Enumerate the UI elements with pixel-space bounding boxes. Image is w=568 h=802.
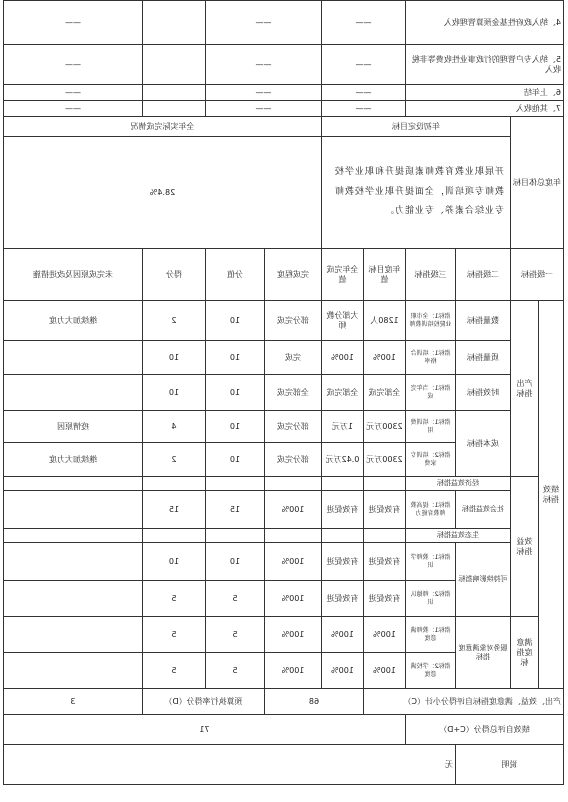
indicator-row: [3, 341, 563, 375]
score-value: 15: [142, 491, 205, 529]
funding-value: [142, 45, 205, 85]
cost-label: 成本指标: [456, 411, 511, 477]
target-header: 年度目标值: [363, 249, 405, 301]
score-value: 2: [142, 443, 205, 477]
score-value: 5: [142, 581, 205, 617]
weight-value: [205, 477, 264, 491]
target-value: 2300万元: [363, 411, 405, 443]
subtotal-label: 产出、效益、满意度指标自评得分小计（C）: [363, 689, 563, 715]
score-value: 10: [142, 543, 205, 581]
actual-value: 100%: [321, 341, 363, 375]
economic-label: 经济效益指标: [405, 477, 510, 491]
indicator-row: [3, 301, 563, 341]
funding-label: 5、纳入专户管理的行政事业性收费等非税收入: [405, 45, 563, 85]
funding-value: [142, 85, 205, 101]
target-value: 2300万元: [363, 443, 405, 477]
social-label: 社会效益指标: [456, 491, 511, 529]
actual-goal-text: 28.4%: [3, 137, 321, 249]
note-value: 无: [3, 745, 455, 785]
reason-value: [3, 543, 142, 581]
funding-value: ——: [3, 85, 142, 101]
level3-indicator: 指标2：师德认识: [405, 581, 455, 617]
satisfaction-group-label: 满意度指标: [511, 617, 539, 689]
weight-value: [205, 529, 264, 543]
funding-value: ——: [321, 45, 405, 85]
subtotal-value: 68: [264, 689, 363, 715]
indicator-row: [3, 411, 563, 443]
score-value: 2: [142, 301, 205, 341]
target-value: 全部完成: [363, 375, 405, 411]
funding-row: [3, 101, 563, 117]
actual-header: 全年完成值: [321, 249, 363, 301]
actual-value: 有效促进: [321, 543, 363, 581]
completion-value: 100%: [264, 491, 321, 529]
weight-value: 10: [205, 543, 264, 581]
target-value: 100%: [363, 617, 405, 653]
completion-value: 部分完成: [264, 301, 321, 341]
completion-value: 部分完成: [264, 443, 321, 477]
weight-value: 10: [205, 411, 264, 443]
level3-indicator: 指标1：全市职业院校培训教师: [405, 301, 455, 341]
subtotal-row: [3, 689, 563, 715]
actual-goal-header: 全年实际完成情况: [3, 117, 321, 137]
budget-score-label: 预算执行率得分（D）: [142, 689, 264, 715]
score-value: 10: [142, 375, 205, 411]
actual-value: 有效促进: [321, 581, 363, 617]
completion-value: 100%: [264, 581, 321, 617]
performance-group-label: 绩效指标: [539, 301, 564, 689]
reason-value: [3, 477, 142, 491]
initial-goal-header: 年初设定目标: [321, 117, 510, 137]
funding-value: ——: [205, 45, 321, 85]
level2-header: 二级指标: [456, 249, 511, 301]
completion-value: 全部完成: [264, 375, 321, 411]
target-value: [363, 477, 405, 491]
total-row: [3, 715, 563, 745]
completion-value: 100%: [264, 653, 321, 689]
funding-value: [142, 1, 205, 45]
reason-value: 继续加大力度: [3, 301, 142, 341]
funding-value: [142, 101, 205, 117]
score-value: 5: [142, 617, 205, 653]
funding-value: ——: [321, 1, 405, 45]
level3-indicator: 指标1：教师满意度: [405, 617, 455, 653]
reason-value: [3, 617, 142, 653]
completion-value: 部分完成: [264, 411, 321, 443]
indicator-row: [3, 543, 563, 581]
level3-indicator: 指标2：学校满意度: [405, 653, 455, 689]
weight-value: 10: [205, 375, 264, 411]
target-value: 有效促进: [363, 491, 405, 529]
weight-header: 分值: [205, 249, 264, 301]
actual-value: [321, 529, 363, 543]
level3-indicator: 指标1：教师学识: [405, 543, 455, 581]
actual-value: 全部完成: [321, 375, 363, 411]
target-value: 100%: [363, 653, 405, 689]
score-value: [142, 529, 205, 543]
funding-value: ——: [205, 85, 321, 101]
goals-content-row: [3, 137, 563, 249]
indicator-row: [3, 617, 563, 653]
initial-goal-text: 开展职业教育教师素质提升和职业学校教师专项培训，全面提升职业学校教师专业综合素养、专业能力。: [321, 137, 510, 249]
reason-value: [3, 491, 142, 529]
weight-value: 5: [205, 581, 264, 617]
indicator-row: [3, 375, 563, 411]
actual-value: [321, 477, 363, 491]
funding-row: [3, 45, 563, 85]
funding-value: ——: [321, 85, 405, 101]
indicator-row: [3, 529, 563, 543]
weight-value: 5: [205, 617, 264, 653]
funding-row: [3, 85, 563, 101]
score-value: 5: [142, 653, 205, 689]
level3-indicator: 指标2：培训专家费: [405, 443, 455, 477]
output-group-label: 产出指标: [511, 301, 539, 477]
funding-value: ——: [205, 1, 321, 45]
reason-value: [3, 341, 142, 375]
target-value: 100%: [363, 341, 405, 375]
timeliness-label: 时效指标: [456, 375, 511, 411]
funding-value: ——: [205, 101, 321, 117]
score-header: 得分: [142, 249, 205, 301]
reason-value: [3, 581, 142, 617]
level3-indicator: 指标1：培训费用: [405, 411, 455, 443]
sustain-label: 可持续影响指标: [456, 543, 511, 617]
total-label: 绩效自评总得分（C+D）: [405, 715, 563, 745]
benefit-group-label: 效益指标: [511, 477, 539, 617]
target-value: 有效促进: [363, 543, 405, 581]
actual-value: 1万元: [321, 411, 363, 443]
actual-value: 0.42万元: [321, 443, 363, 477]
score-value: 4: [142, 411, 205, 443]
reason-header: 未完成原因及改进措施: [3, 249, 142, 301]
target-value: 有效促进: [363, 581, 405, 617]
completion-value: [264, 529, 321, 543]
completion-value: 完成: [264, 341, 321, 375]
completion-value: [264, 477, 321, 491]
funding-value: ——: [321, 101, 405, 117]
weight-value: 15: [205, 491, 264, 529]
completion-value: 100%: [264, 543, 321, 581]
funding-row: [3, 1, 563, 45]
reason-value: [3, 375, 142, 411]
performance-table: [3, 0, 564, 785]
indicator-header-row: [3, 249, 563, 301]
funding-label: 4、纳入政府性基金预算管理收入: [405, 1, 563, 45]
level3-indicator: 指标1：提高教师教育能力: [405, 491, 455, 529]
reason-value: [3, 529, 142, 543]
weight-value: 10: [205, 341, 264, 375]
actual-value: 有效促进: [321, 491, 363, 529]
completion-value: 100%: [264, 617, 321, 653]
note-label: 说明: [456, 745, 564, 785]
quantity-label: 数量指标: [456, 301, 511, 341]
target-value: 1280人: [363, 301, 405, 341]
note-row: [3, 745, 563, 785]
indicator-row: [3, 477, 563, 491]
weight-value: 10: [205, 443, 264, 477]
eco-label: 生态效益指标: [405, 529, 510, 543]
reason-value: 疫情原因: [3, 411, 142, 443]
score-value: [142, 477, 205, 491]
funding-value: ——: [3, 1, 142, 45]
reason-value: 继续加大力度: [3, 443, 142, 477]
budget-score-value: 3: [3, 689, 142, 715]
goals-row-label: 年度总体目标: [511, 117, 564, 249]
funding-label: 6、上年结: [405, 85, 563, 101]
reason-value: [3, 653, 142, 689]
level3-indicator: 指标1：培训合格率: [405, 341, 455, 375]
actual-value: 100%: [321, 653, 363, 689]
goals-header-row: [3, 117, 563, 137]
completion-header: 完成程度: [264, 249, 321, 301]
level3-indicator: 指标1：当年完成: [405, 375, 455, 411]
weight-value: 5: [205, 653, 264, 689]
service-label: 服务对象满意度指标: [456, 617, 511, 689]
indicator-row: [3, 491, 563, 529]
total-value: 71: [3, 715, 405, 745]
quality-label: 质量指标: [456, 341, 511, 375]
funding-label: 7、其他收入: [405, 101, 563, 117]
weight-value: 10: [205, 301, 264, 341]
funding-value: ——: [3, 101, 142, 117]
score-value: 10: [142, 341, 205, 375]
actual-value: 大部分教师: [321, 301, 363, 341]
target-value: [363, 529, 405, 543]
actual-value: 100%: [321, 617, 363, 653]
level1-header: 一级指标: [511, 249, 564, 301]
funding-value: ——: [3, 45, 142, 85]
level3-header: 三级指标: [405, 249, 455, 301]
